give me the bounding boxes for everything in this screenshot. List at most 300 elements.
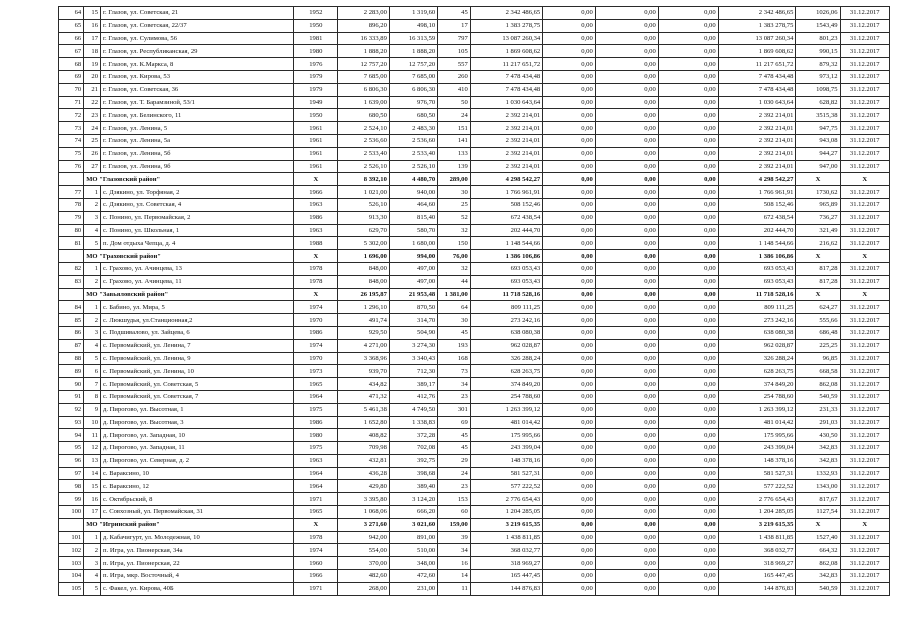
- address-cell: с. Вараксино, 10: [101, 467, 294, 480]
- total-cost-cell: 11 718 528,16: [718, 288, 796, 301]
- table-row: [59, 390, 890, 403]
- sub-number-cell: 22: [84, 96, 101, 109]
- residents-cell: 105: [438, 45, 471, 58]
- deadline-cell: 31.12.2017: [840, 58, 890, 71]
- table-row: [59, 544, 890, 557]
- sub-number-cell: 1: [84, 531, 101, 544]
- table-row: [59, 326, 890, 339]
- year-cell: 1963: [294, 224, 338, 237]
- municipality-subtotal-row: [59, 288, 890, 301]
- fund-b-cell: 0,00: [595, 352, 658, 365]
- total-cost-cell: 577 222,52: [718, 480, 796, 493]
- deadline-cell: 31.12.2017: [840, 237, 890, 250]
- residents-cell: 301: [438, 403, 471, 416]
- residents-cell: 151: [438, 122, 471, 135]
- living-area-cell: 16 313,59: [389, 32, 437, 45]
- fund-a-cell: 0,00: [543, 314, 596, 327]
- fund-b-cell: 0,00: [595, 557, 658, 570]
- year-cell: 1979: [294, 83, 338, 96]
- total-area-cell: 848,00: [338, 275, 389, 288]
- year-cell: 1950: [294, 19, 338, 32]
- fund-a-cell: 0,00: [543, 237, 596, 250]
- year-cell: 1965: [294, 506, 338, 519]
- table-row: [59, 506, 890, 519]
- residents-cell: 797: [438, 32, 471, 45]
- unit-cost-cell: 668,58: [796, 365, 840, 378]
- row-number-cell: 83: [59, 275, 84, 288]
- fund-b-cell: 0,00: [595, 83, 658, 96]
- fund-a-cell: 0,00: [543, 109, 596, 122]
- total-area-cell: 3 271,60: [338, 518, 389, 531]
- address-cell: с. Понино, ул. Школьная, 1: [101, 224, 294, 237]
- fund-b-cell: 0,00: [595, 442, 658, 455]
- row-number-cell: 104: [59, 570, 84, 583]
- sub-number-cell: 1: [84, 301, 101, 314]
- total-area-cell: 16 333,89: [338, 32, 389, 45]
- address-cell: д. Кабачигурт, ул. Молодежная, 10: [101, 531, 294, 544]
- fund-a-cell: 0,00: [543, 134, 596, 147]
- residents-cell: 30: [438, 314, 471, 327]
- address-cell: с. Люкшудья, ул.Станционная,2: [101, 314, 294, 327]
- row-number-cell: 88: [59, 352, 84, 365]
- total-cost-cell: 318 969,27: [718, 557, 796, 570]
- row-number-cell: 75: [59, 147, 84, 160]
- living-area-cell: 504,90: [389, 326, 437, 339]
- fund-b-cell: 0,00: [595, 390, 658, 403]
- unit-cost-cell: X: [796, 250, 840, 263]
- year-cell: 1970: [294, 352, 338, 365]
- deadline-cell: 31.12.2017: [840, 314, 890, 327]
- residents-cell: 557: [438, 58, 471, 71]
- table-row: [59, 237, 890, 250]
- total-cost-cell: 368 032,77: [718, 544, 796, 557]
- cost-cell: 11 718 528,16: [470, 288, 542, 301]
- deadline-cell: 31.12.2017: [840, 582, 890, 595]
- table-row: [59, 19, 890, 32]
- row-number-cell: [59, 288, 84, 301]
- table-row: [59, 160, 890, 173]
- year-cell: 1960: [294, 557, 338, 570]
- cost-cell: 374 849,20: [470, 378, 542, 391]
- living-area-cell: 3 340,43: [389, 352, 437, 365]
- row-number-cell: 77: [59, 186, 84, 199]
- living-area-cell: 389,17: [389, 378, 437, 391]
- row-number-cell: 74: [59, 134, 84, 147]
- fund-a-cell: 0,00: [543, 275, 596, 288]
- address-cell: г. Глазов, ул. Ленина, 5а: [101, 134, 294, 147]
- row-number-cell: 99: [59, 493, 84, 506]
- total-cost-cell: 2 392 214,01: [718, 160, 796, 173]
- total-area-cell: 408,82: [338, 429, 389, 442]
- fund-b-cell: 0,00: [595, 122, 658, 135]
- address-cell: г. Глазов, ул. Белинского, 11: [101, 109, 294, 122]
- fund-b-cell: 0,00: [595, 147, 658, 160]
- year-cell: 1965: [294, 378, 338, 391]
- sub-number-cell: 15: [84, 7, 101, 20]
- deadline-cell: 31.12.2017: [840, 186, 890, 199]
- row-number-cell: 84: [59, 301, 84, 314]
- fund-a-cell: 0,00: [543, 198, 596, 211]
- fund-c-cell: 0,00: [658, 19, 718, 32]
- row-number-cell: 66: [59, 32, 84, 45]
- total-area-cell: 942,00: [338, 531, 389, 544]
- table-row: [59, 224, 890, 237]
- deadline-cell: 31.12.2017: [840, 19, 890, 32]
- deadline-cell: 31.12.2017: [840, 147, 890, 160]
- living-area-cell: 412,76: [389, 390, 437, 403]
- deadline-cell: 31.12.2017: [840, 467, 890, 480]
- address-cell: п. Дом отдыха Чепца, д. 4: [101, 237, 294, 250]
- total-area-cell: 3 368,96: [338, 352, 389, 365]
- sub-number-cell: 2: [84, 198, 101, 211]
- cost-cell: 326 288,24: [470, 352, 542, 365]
- unit-cost-cell: 879,32: [796, 58, 840, 71]
- housing-register-table: [58, 6, 890, 596]
- residents-cell: 69: [438, 416, 471, 429]
- year-cell: 1976: [294, 58, 338, 71]
- total-cost-cell: 3 219 615,35: [718, 518, 796, 531]
- total-area-cell: 8 392,10: [338, 173, 389, 186]
- total-area-cell: 5 461,38: [338, 403, 389, 416]
- living-area-cell: 472,60: [389, 570, 437, 583]
- address-cell: с. Первомайский, ул. Ленина, 10: [101, 365, 294, 378]
- fund-a-cell: 0,00: [543, 186, 596, 199]
- fund-a-cell: 0,00: [543, 365, 596, 378]
- deadline-cell: 31.12.2017: [840, 326, 890, 339]
- cost-cell: 2 392 214,01: [470, 160, 542, 173]
- sub-number-cell: 23: [84, 109, 101, 122]
- year-cell: 1978: [294, 275, 338, 288]
- fund-c-cell: 0,00: [658, 314, 718, 327]
- fund-b-cell: 0,00: [595, 7, 658, 20]
- fund-c-cell: 0,00: [658, 58, 718, 71]
- living-area-cell: 389,40: [389, 480, 437, 493]
- deadline-cell: 31.12.2017: [840, 109, 890, 122]
- living-area-cell: 497,00: [389, 262, 437, 275]
- residents-cell: 24: [438, 109, 471, 122]
- unit-cost-cell: 973,12: [796, 70, 840, 83]
- residents-cell: 52: [438, 211, 471, 224]
- sub-number-cell: 16: [84, 19, 101, 32]
- residents-cell: 159,00: [438, 518, 471, 531]
- fund-b-cell: 0,00: [595, 275, 658, 288]
- municipality-name-cell: МО "Глазовский район": [84, 173, 294, 186]
- fund-c-cell: 0,00: [658, 531, 718, 544]
- year-cell: 1986: [294, 416, 338, 429]
- living-area-cell: 580,70: [389, 224, 437, 237]
- year-cell: 1966: [294, 186, 338, 199]
- residents-cell: 45: [438, 7, 471, 20]
- fund-b-cell: 0,00: [595, 250, 658, 263]
- row-number-cell: 105: [59, 582, 84, 595]
- deadline-cell: 31.12.2017: [840, 531, 890, 544]
- fund-b-cell: 0,00: [595, 301, 658, 314]
- total-area-cell: 896,20: [338, 19, 389, 32]
- unit-cost-cell: 1543,49: [796, 19, 840, 32]
- year-cell: 1971: [294, 493, 338, 506]
- sub-number-cell: 1: [84, 186, 101, 199]
- total-cost-cell: 11 217 651,72: [718, 58, 796, 71]
- cost-cell: 1 204 285,05: [470, 506, 542, 519]
- fund-c-cell: 0,00: [658, 83, 718, 96]
- table-row: [59, 378, 890, 391]
- row-number-cell: 91: [59, 390, 84, 403]
- residents-cell: 32: [438, 224, 471, 237]
- unit-cost-cell: 1730,62: [796, 186, 840, 199]
- sub-number-cell: 1: [84, 262, 101, 275]
- fund-a-cell: 0,00: [543, 70, 596, 83]
- living-area-cell: 4 480,70: [389, 173, 437, 186]
- address-cell: г. Глазов, ул. Ленина, 5: [101, 122, 294, 135]
- total-area-cell: 7 685,00: [338, 70, 389, 83]
- cost-cell: 243 399,04: [470, 442, 542, 455]
- unit-cost-cell: 291,03: [796, 416, 840, 429]
- unit-cost-cell: X: [796, 288, 840, 301]
- fund-b-cell: 0,00: [595, 493, 658, 506]
- deadline-cell: 31.12.2017: [840, 275, 890, 288]
- living-area-cell: 940,00: [389, 186, 437, 199]
- municipality-name-cell: МО "Граховский район": [84, 250, 294, 263]
- year-cell: 1986: [294, 326, 338, 339]
- total-cost-cell: 273 242,16: [718, 314, 796, 327]
- year-cell: 1961: [294, 134, 338, 147]
- residents-cell: 141: [438, 134, 471, 147]
- living-area-cell: 12 757,20: [389, 58, 437, 71]
- unit-cost-cell: 817,28: [796, 275, 840, 288]
- row-number-cell: 95: [59, 442, 84, 455]
- residents-cell: 30: [438, 186, 471, 199]
- total-area-cell: 629,70: [338, 224, 389, 237]
- address-cell: с. Дзякино, ул. Советская, 4: [101, 198, 294, 211]
- deadline-cell: 31.12.2017: [840, 454, 890, 467]
- living-area-cell: 398,68: [389, 467, 437, 480]
- table-row: [59, 467, 890, 480]
- fund-b-cell: 0,00: [595, 570, 658, 583]
- cost-cell: 13 087 260,34: [470, 32, 542, 45]
- address-cell: с. Подшиваловo, ул. Зайцева, 6: [101, 326, 294, 339]
- residents-cell: 76,00: [438, 250, 471, 263]
- unit-cost-cell: 801,23: [796, 32, 840, 45]
- fund-b-cell: 0,00: [595, 339, 658, 352]
- total-area-cell: 1 021,00: [338, 186, 389, 199]
- address-cell: с. Первомайский, ул. Ленина, 9: [101, 352, 294, 365]
- living-area-cell: 314,70: [389, 314, 437, 327]
- fund-c-cell: 0,00: [658, 134, 718, 147]
- address-cell: п. Игра, ул. Пионерская, 22: [101, 557, 294, 570]
- total-cost-cell: 2 776 654,43: [718, 493, 796, 506]
- total-cost-cell: 693 053,43: [718, 275, 796, 288]
- residents-cell: 133: [438, 147, 471, 160]
- sub-number-cell: 10: [84, 416, 101, 429]
- living-area-cell: 4 749,50: [389, 403, 437, 416]
- total-cost-cell: 4 298 542,27: [718, 173, 796, 186]
- year-cell: X: [294, 250, 338, 263]
- fund-c-cell: 0,00: [658, 224, 718, 237]
- cost-cell: 2 776 654,43: [470, 493, 542, 506]
- table-row: [59, 480, 890, 493]
- table-row: [59, 109, 890, 122]
- row-number-cell: 64: [59, 7, 84, 20]
- fund-c-cell: 0,00: [658, 250, 718, 263]
- living-area-cell: 497,00: [389, 275, 437, 288]
- living-area-cell: 666,20: [389, 506, 437, 519]
- municipality-subtotal-row: [59, 250, 890, 263]
- table-row: [59, 454, 890, 467]
- table-row: [59, 301, 890, 314]
- total-cost-cell: 326 288,24: [718, 352, 796, 365]
- fund-c-cell: 0,00: [658, 403, 718, 416]
- total-cost-cell: 13 087 260,34: [718, 32, 796, 45]
- living-area-cell: 1 888,20: [389, 45, 437, 58]
- fund-b-cell: 0,00: [595, 173, 658, 186]
- deadline-cell: 31.12.2017: [840, 557, 890, 570]
- table-row: [59, 275, 890, 288]
- year-cell: 1964: [294, 480, 338, 493]
- sub-number-cell: 4: [84, 224, 101, 237]
- year-cell: 1986: [294, 211, 338, 224]
- cost-cell: 273 242,16: [470, 314, 542, 327]
- cost-cell: 1 438 811,85: [470, 531, 542, 544]
- fund-c-cell: 0,00: [658, 7, 718, 20]
- address-cell: с. Первомайский, ул. Ленина, 7: [101, 339, 294, 352]
- cost-cell: 693 053,43: [470, 275, 542, 288]
- residents-cell: 150: [438, 237, 471, 250]
- total-cost-cell: 254 788,60: [718, 390, 796, 403]
- total-area-cell: 26 195,87: [338, 288, 389, 301]
- fund-a-cell: 0,00: [543, 454, 596, 467]
- table-row: [59, 403, 890, 416]
- year-cell: 1978: [294, 262, 338, 275]
- fund-a-cell: 0,00: [543, 429, 596, 442]
- residents-cell: 34: [438, 544, 471, 557]
- total-cost-cell: 2 392 214,01: [718, 109, 796, 122]
- sub-number-cell: 27: [84, 160, 101, 173]
- address-cell: г. Глазов, ул. Т. Барамзиной, 53/1: [101, 96, 294, 109]
- row-number-cell: 73: [59, 122, 84, 135]
- total-area-cell: 4 271,00: [338, 339, 389, 352]
- address-cell: г. Глазов, ул. Сулимова, 56: [101, 32, 294, 45]
- total-cost-cell: 809 111,25: [718, 301, 796, 314]
- total-cost-cell: 638 080,38: [718, 326, 796, 339]
- fund-a-cell: 0,00: [543, 83, 596, 96]
- residents-cell: 168: [438, 352, 471, 365]
- row-number-cell: 101: [59, 531, 84, 544]
- deadline-cell: 31.12.2017: [840, 198, 890, 211]
- deadline-cell: 31.12.2017: [840, 429, 890, 442]
- total-cost-cell: 1 438 811,85: [718, 531, 796, 544]
- fund-a-cell: 0,00: [543, 19, 596, 32]
- deadline-cell: 31.12.2017: [840, 544, 890, 557]
- fund-a-cell: 0,00: [543, 173, 596, 186]
- year-cell: 1975: [294, 442, 338, 455]
- unit-cost-cell: 628,82: [796, 96, 840, 109]
- total-cost-cell: 7 478 434,48: [718, 70, 796, 83]
- fund-b-cell: 0,00: [595, 480, 658, 493]
- fund-b-cell: 0,00: [595, 109, 658, 122]
- table-row: [59, 557, 890, 570]
- fund-c-cell: 0,00: [658, 147, 718, 160]
- total-area-cell: 12 757,20: [338, 58, 389, 71]
- table-row: [59, 416, 890, 429]
- fund-b-cell: 0,00: [595, 262, 658, 275]
- table-row: [59, 493, 890, 506]
- row-number-cell: 97: [59, 467, 84, 480]
- fund-b-cell: 0,00: [595, 531, 658, 544]
- municipality-name-cell: МО "Завьяловский район": [84, 288, 294, 301]
- deadline-cell: X: [840, 288, 890, 301]
- cost-cell: 577 222,52: [470, 480, 542, 493]
- cost-cell: 1 386 106,86: [470, 250, 542, 263]
- living-area-cell: 231,00: [389, 582, 437, 595]
- year-cell: 1970: [294, 314, 338, 327]
- unit-cost-cell: 1343,00: [796, 480, 840, 493]
- fund-c-cell: 0,00: [658, 454, 718, 467]
- total-area-cell: 1 639,00: [338, 96, 389, 109]
- fund-a-cell: 0,00: [543, 506, 596, 519]
- fund-c-cell: 0,00: [658, 518, 718, 531]
- deadline-cell: 31.12.2017: [840, 301, 890, 314]
- fund-c-cell: 0,00: [658, 570, 718, 583]
- total-area-cell: 2 524,10: [338, 122, 389, 135]
- unit-cost-cell: 225,25: [796, 339, 840, 352]
- deadline-cell: 31.12.2017: [840, 224, 890, 237]
- year-cell: 1952: [294, 7, 338, 20]
- fund-b-cell: 0,00: [595, 32, 658, 45]
- living-area-cell: 891,00: [389, 531, 437, 544]
- sub-number-cell: 5: [84, 582, 101, 595]
- unit-cost-cell: 990,15: [796, 45, 840, 58]
- fund-c-cell: 0,00: [658, 237, 718, 250]
- address-cell: с. Октябрьский, 8: [101, 493, 294, 506]
- year-cell: X: [294, 288, 338, 301]
- living-area-cell: 498,10: [389, 19, 437, 32]
- total-cost-cell: 1 263 399,12: [718, 403, 796, 416]
- fund-c-cell: 0,00: [658, 186, 718, 199]
- fund-b-cell: 0,00: [595, 544, 658, 557]
- total-area-cell: 432,81: [338, 454, 389, 467]
- unit-cost-cell: 321,49: [796, 224, 840, 237]
- row-number-cell: 85: [59, 314, 84, 327]
- address-cell: п. Игра, ул. Пионерская, 34а: [101, 544, 294, 557]
- sub-number-cell: 2: [84, 314, 101, 327]
- living-area-cell: 2 536,60: [389, 134, 437, 147]
- sub-number-cell: 3: [84, 557, 101, 570]
- row-number-cell: 96: [59, 454, 84, 467]
- unit-cost-cell: X: [796, 173, 840, 186]
- year-cell: 1961: [294, 160, 338, 173]
- fund-c-cell: 0,00: [658, 288, 718, 301]
- cost-cell: 7 478 434,48: [470, 83, 542, 96]
- total-area-cell: 1 696,00: [338, 250, 389, 263]
- fund-b-cell: 0,00: [595, 134, 658, 147]
- cost-cell: 148 378,16: [470, 454, 542, 467]
- total-area-cell: 268,00: [338, 582, 389, 595]
- fund-a-cell: 0,00: [543, 557, 596, 570]
- total-area-cell: 3 395,80: [338, 493, 389, 506]
- row-number-cell: 103: [59, 557, 84, 570]
- deadline-cell: 31.12.2017: [840, 480, 890, 493]
- row-number-cell: 86: [59, 326, 84, 339]
- deadline-cell: 31.12.2017: [840, 352, 890, 365]
- address-cell: д. Пирогово, ул. Высотная, 1: [101, 403, 294, 416]
- living-area-cell: 2 483,30: [389, 122, 437, 135]
- cost-cell: 11 217 651,72: [470, 58, 542, 71]
- table-row: [59, 352, 890, 365]
- year-cell: 1949: [294, 96, 338, 109]
- living-area-cell: 1 680,00: [389, 237, 437, 250]
- total-area-cell: 709,98: [338, 442, 389, 455]
- living-area-cell: 815,40: [389, 211, 437, 224]
